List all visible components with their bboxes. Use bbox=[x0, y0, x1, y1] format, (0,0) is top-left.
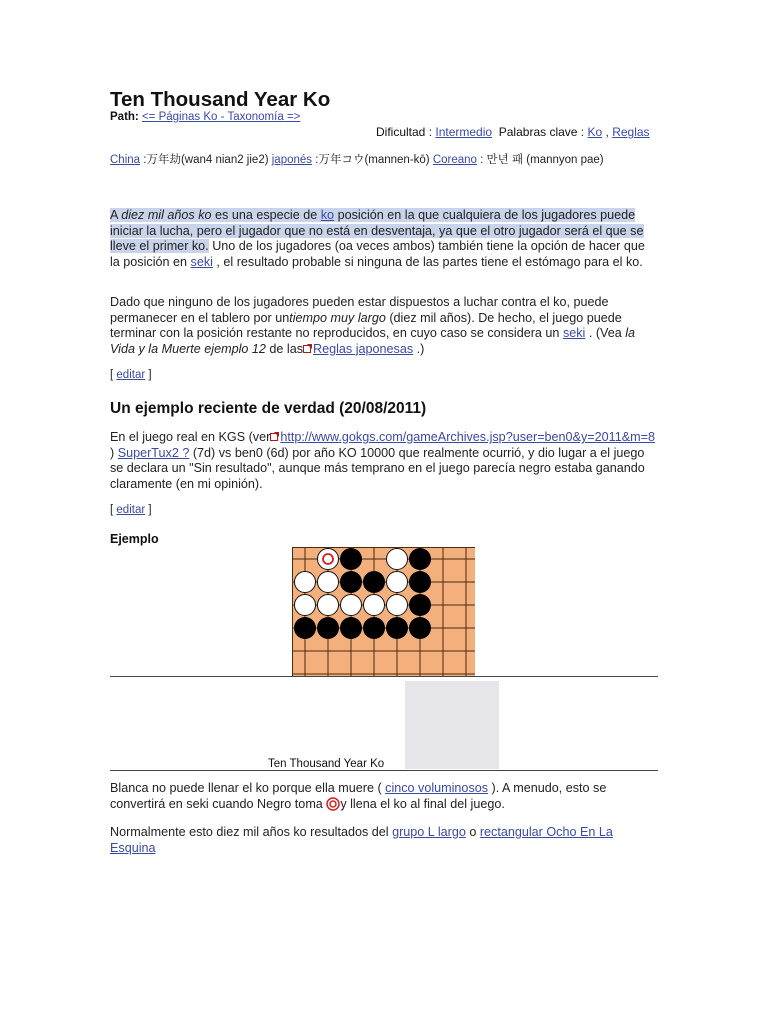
kgs-archive-link[interactable]: http://www.gokgs.com/gameArchives.jsp?user=ben0&y=2011&m=8 bbox=[280, 430, 655, 444]
white-stone bbox=[387, 595, 408, 616]
white-stone bbox=[387, 572, 408, 593]
highlighted-definition: A diez mil años ko es una especie de ko posición en la que cualquiera de los jugadores puede iniciar la lucha, pero el jugador que no está en desventaja, ya que el otro jugador será el que se lleve el primer ko. bbox=[110, 208, 644, 254]
japanese-text: :万年コウ(mannen-kō) bbox=[315, 154, 430, 166]
go-board-diagram bbox=[292, 547, 475, 677]
keyword-ko-link[interactable]: Ko bbox=[587, 125, 603, 139]
term: diez mil años ko bbox=[121, 208, 212, 222]
ko-link[interactable]: ko bbox=[320, 208, 335, 222]
external-link-icon bbox=[270, 432, 279, 441]
black-stone bbox=[409, 571, 431, 593]
bulky-five-link[interactable]: cinco voluminosos bbox=[385, 781, 489, 795]
example-heading: Ejemplo bbox=[110, 532, 159, 546]
china-link[interactable]: China bbox=[110, 154, 141, 166]
white-stone bbox=[318, 595, 339, 616]
image-placeholder bbox=[405, 681, 499, 769]
paragraph-typical-result: Normalmente esto diez mil años ko resultados del grupo L largo o rectangular Ocho En La Esquina bbox=[110, 825, 613, 855]
white-stone bbox=[364, 595, 385, 616]
seki-link-2[interactable]: seki bbox=[562, 326, 586, 341]
ko-point-marker-icon bbox=[326, 797, 340, 811]
white-stone bbox=[318, 549, 339, 570]
black-stone bbox=[317, 617, 339, 639]
page-meta: Dificultad : Intermedio Palabras clave : Ko , Reglas bbox=[376, 125, 650, 139]
long-l-group-link[interactable]: grupo L largo bbox=[392, 825, 466, 839]
paragraph-kgs-game: En el juego real en KGS (ver http://www.gokgs.com/gameArchives.jsp?user=ben0&y=2011&m=8 ) SuperTux2 ? (7d) vs ben0 (6d) por año KO 10000 que realmente ocurrió, y dio lugar a el juego se declara un "Sin resultado", aunque más temprano en el juego parecía negro estaba ganando claramente (en mi opinión). bbox=[110, 430, 655, 491]
black-stone bbox=[363, 617, 385, 639]
breadcrumb bbox=[110, 111, 300, 123]
external-link-icon bbox=[303, 344, 312, 353]
intro-paragraph: A diez mil años ko es una especie de ko posición en la que cualquiera de los jugadores puede iniciar la lucha, pero el jugador que no está en desventaja, ya que el otro jugador será el que se lleve el primer ko. Uno de los jugadores (oa veces ambos) también tiene la opción de hacer que la posición en seki , el resultado probable si ninguna de las partes tiene el estómago para el ko. bbox=[110, 208, 645, 269]
paragraph-duration: Dado que ninguno de los jugadores pueden estar dispuestos a luchar contra el ko, puede permanecer en el tablero por untiempo muy largo (diez mil años). De hecho, el juego puede terminar con la posición restante no reproducidos, en cuyo caso se considera un seki . (Vea la Vida y la Muerte ejemplo 12 de las Reglas japonesas .) bbox=[110, 295, 636, 356]
black-stone bbox=[340, 571, 362, 593]
life-death-ref: la Vida y la Muerte ejemplo 12 bbox=[110, 326, 636, 356]
china-text: :万年劫(wan4 nian2 jie2) bbox=[143, 154, 269, 166]
difficulty-label: Dificultad bbox=[376, 125, 426, 139]
page-title: Ten Thousand Year Ko bbox=[110, 88, 331, 111]
paragraph-white-cannot-fill: Blanca no puede llenar el ko porque ella muere ( cinco voluminosos ). A menudo, esto se convertirá en seki cuando Negro toma y llena el ko al final del juego. bbox=[110, 781, 607, 811]
edit-section-2: [ editar ] bbox=[110, 504, 152, 516]
white-stone bbox=[295, 572, 316, 593]
black-stone bbox=[409, 548, 431, 570]
edit-link[interactable]: editar bbox=[116, 369, 146, 381]
divider bbox=[110, 676, 658, 677]
diagram-caption: Ten Thousand Year Ko bbox=[268, 758, 385, 770]
language-names bbox=[110, 151, 604, 167]
japanese-rules-link[interactable]: Reglas japonesas bbox=[313, 341, 414, 356]
path-label: Path: bbox=[110, 111, 139, 123]
korean-text: : 만년 패 (mannyon pae) bbox=[480, 154, 604, 166]
korean-link[interactable]: Coreano bbox=[432, 154, 477, 166]
white-stone bbox=[341, 595, 362, 616]
black-stone bbox=[409, 617, 431, 639]
black-stone bbox=[386, 617, 408, 639]
section-heading: Un ejemplo reciente de verdad (20/08/2011) bbox=[110, 400, 427, 417]
white-stone bbox=[295, 595, 316, 616]
rectangular-eight-link[interactable]: rectangular Ocho En La Esquina bbox=[110, 825, 613, 855]
keyword-rules-link[interactable]: Reglas bbox=[612, 125, 650, 139]
black-stone bbox=[340, 617, 362, 639]
edit-section-1: [ editar ] bbox=[110, 369, 152, 381]
keywords-label: Palabras clave bbox=[498, 125, 578, 139]
black-stone bbox=[294, 617, 316, 639]
divider bbox=[110, 770, 658, 771]
seki-link[interactable]: seki bbox=[190, 254, 213, 269]
white-stone bbox=[387, 549, 408, 570]
white-stone bbox=[318, 572, 339, 593]
japanese-link[interactable]: japonés bbox=[271, 154, 313, 166]
black-stone bbox=[409, 594, 431, 616]
edit-link[interactable]: editar bbox=[116, 504, 146, 516]
board-background bbox=[292, 547, 475, 677]
path-prev-link[interactable]: <= Páginas Ko - Taxonomía => bbox=[141, 111, 301, 123]
black-stone bbox=[363, 571, 385, 593]
black-stone bbox=[340, 548, 362, 570]
player-link[interactable]: SuperTux2 ? bbox=[117, 445, 190, 460]
difficulty-link[interactable]: Intermedio bbox=[435, 125, 493, 139]
